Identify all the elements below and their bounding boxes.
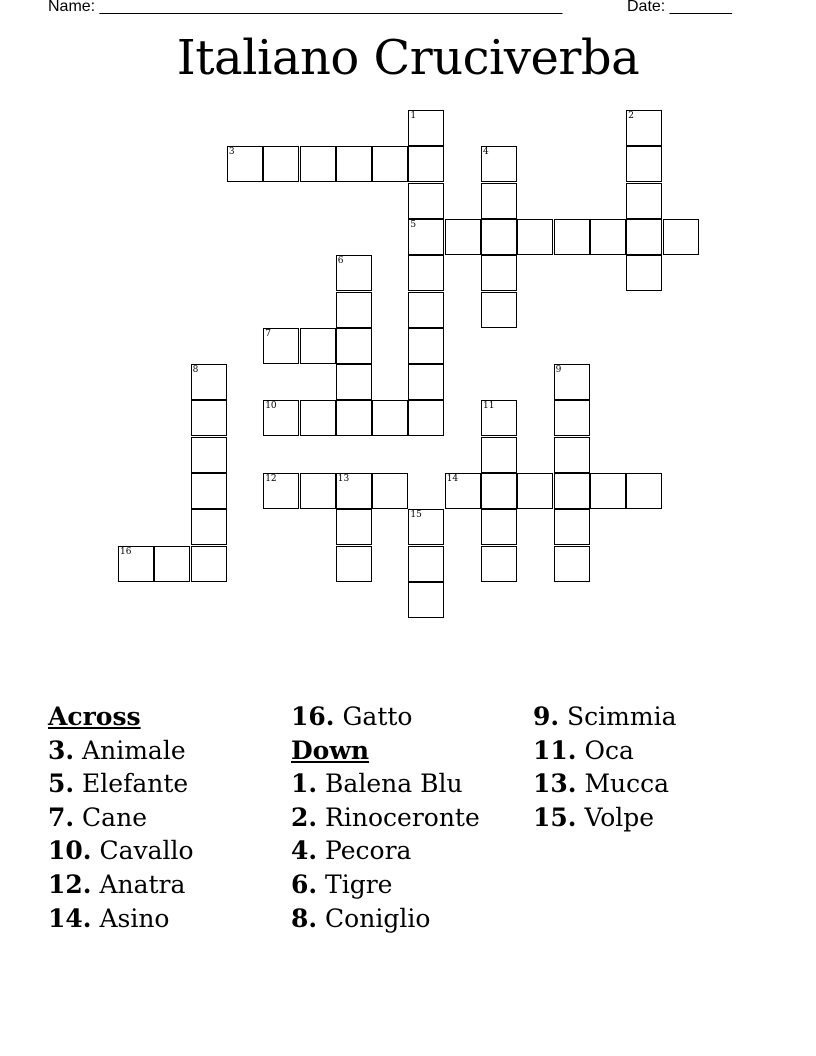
crossword-cell[interactable] — [408, 183, 444, 219]
crossword-cell[interactable] — [263, 146, 299, 182]
crossword-cell[interactable] — [408, 509, 444, 545]
crossword-cell[interactable] — [481, 219, 517, 255]
clue-down-11 — [533, 734, 677, 768]
crossword-cell[interactable] — [481, 437, 517, 473]
clue-text: Gatto — [334, 702, 413, 731]
crossword-cell[interactable] — [408, 364, 444, 400]
crossword-cell[interactable] — [154, 546, 190, 582]
crossword-cell[interactable] — [263, 473, 299, 509]
crossword-cell[interactable] — [300, 400, 336, 436]
clue-number: 5. — [48, 769, 75, 799]
clue-across-12 — [48, 868, 194, 902]
crossword-cell[interactable] — [481, 255, 517, 291]
clue-down-4 — [291, 834, 480, 868]
clue-across-14 — [48, 902, 194, 936]
crossword-cell[interactable] — [626, 473, 662, 509]
crossword-cell[interactable] — [263, 400, 299, 436]
page-title: Italiano Cruciverba — [176, 30, 640, 86]
crossword-cell[interactable] — [408, 255, 444, 291]
crossword-cell[interactable] — [336, 328, 372, 364]
down-heading: Down — [291, 735, 370, 765]
crossword-cell[interactable] — [336, 546, 372, 582]
crossword-cell[interactable] — [191, 473, 227, 509]
clue-text: Pecora — [317, 836, 412, 866]
clue-number: 12. — [48, 869, 92, 899]
clue-across-3 — [48, 734, 194, 768]
clue-number-label: 3 — [228, 147, 235, 158]
crossword-cell[interactable] — [408, 146, 444, 182]
clue-text: Oca — [576, 735, 634, 765]
crossword-cell[interactable] — [554, 546, 590, 582]
clue-number: 16. — [291, 702, 335, 731]
clue-across-16 — [291, 700, 480, 734]
clue-number: 10. — [48, 836, 92, 866]
clue-number: 2. — [291, 802, 318, 832]
crossword-cell[interactable] — [408, 582, 444, 618]
crossword-cell[interactable] — [626, 183, 662, 219]
clue-across-7 — [48, 801, 194, 835]
date-field: Date: _______ — [627, 0, 732, 15]
clue-number: 15. — [533, 802, 577, 832]
crossword-cell[interactable] — [336, 255, 372, 291]
crossword-cell[interactable] — [336, 400, 372, 436]
clue-column-1 — [48, 700, 194, 935]
clue-number: 7. — [48, 802, 75, 832]
crossword-cell[interactable] — [336, 509, 372, 545]
crossword-cell[interactable] — [445, 219, 481, 255]
crossword-cell[interactable] — [336, 292, 372, 328]
crossword-cell[interactable] — [626, 255, 662, 291]
clue-number-label: 16 — [120, 546, 132, 557]
clue-text: Volpe — [576, 802, 655, 832]
clue-column-2 — [291, 700, 480, 935]
clue-text: Mucca — [576, 769, 670, 799]
clue-down-9 — [533, 700, 677, 734]
crossword-cell[interactable] — [554, 473, 590, 509]
crossword-cell[interactable] — [626, 146, 662, 182]
clue-number-label: 12 — [265, 474, 277, 484]
clue-number: 8. — [291, 903, 318, 933]
clue-number: 3. — [48, 735, 75, 765]
crossword-cell[interactable] — [372, 473, 408, 509]
across-heading: Across — [48, 702, 141, 731]
clue-number-label: 9 — [555, 365, 562, 376]
crossword-cell[interactable] — [481, 546, 517, 582]
clue-across-10 — [48, 834, 194, 868]
crossword-cell[interactable] — [300, 328, 336, 364]
clue-number: 4. — [291, 836, 318, 866]
clue-down-2 — [291, 801, 480, 835]
crossword-cell[interactable] — [590, 219, 626, 255]
clue-text: Cavallo — [91, 836, 194, 866]
crossword-cell[interactable] — [191, 364, 227, 400]
clue-text: Asino — [91, 903, 170, 933]
crossword-cell[interactable] — [191, 509, 227, 545]
crossword-cell[interactable] — [481, 292, 517, 328]
clue-number: 9. — [533, 702, 560, 731]
clue-down-13 — [533, 767, 677, 801]
crossword-cell[interactable] — [517, 473, 553, 509]
crossword-cell[interactable] — [554, 219, 590, 255]
crossword-cell[interactable] — [408, 219, 444, 255]
crossword-cell[interactable] — [408, 400, 444, 436]
crossword-cell[interactable] — [408, 546, 444, 582]
crossword-cell[interactable] — [300, 146, 336, 182]
clue-text: Elefante — [74, 769, 189, 799]
crossword-cell[interactable] — [336, 364, 372, 400]
crossword-cell[interactable] — [481, 146, 517, 182]
crossword-cell[interactable] — [554, 437, 590, 473]
crossword-cell[interactable] — [626, 219, 662, 255]
crossword-cell[interactable] — [372, 400, 408, 436]
clue-number-label: 4 — [483, 147, 489, 158]
clue-number-label: 2 — [628, 111, 634, 121]
crossword-cell[interactable] — [554, 364, 590, 400]
crossword-cell[interactable] — [481, 183, 517, 219]
clue-text: Coniglio — [317, 903, 431, 933]
crossword-cell[interactable] — [300, 473, 336, 509]
clue-number-label: 15 — [410, 510, 422, 521]
clue-number: 1. — [291, 769, 318, 799]
clue-text: Anatra — [91, 869, 186, 899]
crossword-cell[interactable] — [445, 473, 481, 509]
crossword-cell[interactable] — [227, 146, 263, 182]
clue-column-3 — [533, 700, 677, 834]
crossword-cell[interactable] — [481, 509, 517, 545]
clue-number-label: 10 — [265, 401, 277, 412]
crossword-cell[interactable] — [517, 219, 553, 255]
clue-down-8 — [291, 902, 480, 936]
clue-down-15 — [533, 801, 677, 835]
clue-text: Cane — [74, 802, 147, 832]
crossword-cell[interactable] — [191, 437, 227, 473]
clue-text: Animale — [74, 735, 186, 765]
crossword-cell[interactable] — [336, 146, 372, 182]
crossword-cell[interactable] — [336, 473, 372, 509]
clue-number-label: 8 — [192, 365, 199, 376]
clue-number-label: 13 — [337, 474, 350, 484]
crossword-cell[interactable] — [372, 146, 408, 182]
crossword-cell[interactable] — [191, 546, 227, 582]
clue-across-5 — [48, 767, 194, 801]
clue-text: Balena Blu — [317, 769, 463, 799]
clue-number-label: 5 — [410, 219, 417, 230]
clue-text: Tigre — [317, 869, 393, 899]
crossword-cell[interactable] — [118, 546, 154, 582]
crossword-cell[interactable] — [626, 110, 662, 146]
crossword-cell[interactable] — [191, 400, 227, 436]
crossword-cell[interactable] — [590, 473, 626, 509]
crossword-cell[interactable] — [263, 328, 299, 364]
crossword-cell[interactable] — [408, 110, 444, 146]
name-field: Name: ____________________________________________________ — [48, 0, 563, 15]
crossword-cell[interactable] — [408, 292, 444, 328]
crossword-cell[interactable] — [408, 328, 444, 364]
clue-number: 11. — [533, 735, 577, 765]
clue-number: 13. — [533, 769, 577, 799]
clue-text: Scimmia — [559, 702, 677, 731]
clue-text: Rinoceronte — [317, 802, 480, 832]
clue-number-label: 11 — [483, 401, 495, 412]
clue-number-label: 1 — [410, 111, 417, 121]
clue-number-label: 14 — [446, 474, 459, 484]
crossword-cell[interactable] — [554, 509, 590, 545]
clue-down-6 — [291, 868, 480, 902]
clue-number-label: 7 — [265, 328, 271, 339]
crossword-cell[interactable] — [554, 400, 590, 436]
clue-number: 6. — [291, 869, 318, 899]
clue-number-label: 6 — [337, 256, 344, 267]
crossword-cell[interactable] — [481, 400, 517, 436]
clue-down-1 — [291, 767, 480, 801]
crossword-cell[interactable] — [481, 473, 517, 509]
crossword-cell[interactable] — [663, 219, 699, 255]
clue-number: 14. — [48, 903, 92, 933]
